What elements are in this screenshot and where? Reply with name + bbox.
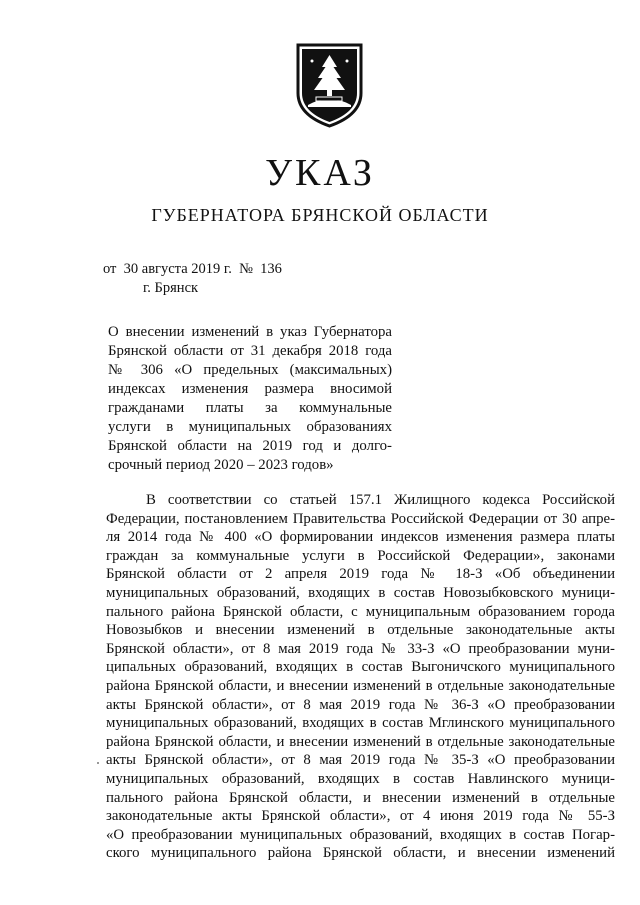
document-city: г. Брянск bbox=[143, 280, 199, 296]
scan-speck bbox=[97, 762, 99, 764]
body-line: района Брянской области, и внесении изменений в отдельные законодательные bbox=[106, 677, 615, 694]
heading-line: О внесении изменений в указ Губернатора bbox=[108, 324, 392, 340]
heading-line: индексах изменения размера вносимой bbox=[108, 381, 392, 397]
coat-of-arms-icon bbox=[296, 43, 363, 128]
body-line: Брянской области от 2 апреля 2019 года № 18-З «Об объединении bbox=[106, 566, 615, 583]
body-line: муниципальных образований, входящих в состав Мглинского муниципального bbox=[106, 715, 615, 732]
heading-line: срочный период 2020 – 2023 годов» bbox=[108, 457, 334, 473]
body-line: акты Брянской области», от 8 мая 2019 года № 35-З «О преобразовании bbox=[106, 752, 615, 769]
document-heading bbox=[108, 323, 392, 475]
heading-line: № 306 «О предельных (максимальных) bbox=[108, 362, 392, 378]
body-line: пального района Брянской области, с муниципальным образованием города bbox=[106, 603, 615, 620]
heading-line: услуги в муниципальных образованиях bbox=[108, 419, 392, 435]
body-line: района Брянской области, и внесении изменений в отдельные законодательные bbox=[106, 733, 615, 750]
body-line: граждан за коммунальные услуги в Российской Федерации», законами bbox=[106, 547, 615, 564]
body-line: «О преобразовании муниципальных образований, входящих в состав Погар- bbox=[106, 826, 615, 843]
heading-line: Брянской области от 31 декабря 2018 года bbox=[108, 343, 392, 359]
body-line: ципальных образований, входящих в состав Выгоничского муниципального bbox=[106, 659, 615, 676]
body-line: Брянской области», от 8 мая 2019 года № 33-З «О преобразовании муни- bbox=[106, 640, 615, 657]
body-line: ля 2014 года № 400 «О формировании индексов изменения размера платы bbox=[106, 529, 615, 546]
body-line: В соответствии со статьей 157.1 Жилищного кодекса Российской bbox=[146, 492, 615, 508]
body-line: муниципальных образований, входящих в состав Новозыбковского муници- bbox=[106, 584, 615, 601]
body-line: акты Брянской области», от 8 мая 2019 года № 36-З «О преобразовании bbox=[106, 696, 615, 713]
document-date-number: от 30 августа 2019 г. № 136 bbox=[103, 261, 282, 277]
heading-line: гражданами платы за коммунальные bbox=[108, 400, 392, 416]
document-body bbox=[106, 491, 615, 863]
document-subtitle: ГУБЕРНАТОРА БРЯНСКОЙ ОБЛАСТИ bbox=[151, 205, 489, 225]
body-line: законодательные акты Брянской области», от 4 июня 2019 года № 55-З bbox=[106, 808, 615, 825]
body-line: Новозыбков и внесении изменений в отдельные законодательные акты bbox=[106, 622, 615, 639]
body-line: Федерации, постановлением Правительства Российской Федерации от 30 апре- bbox=[106, 510, 615, 527]
heading-line: Брянской области на 2019 год и долго- bbox=[108, 438, 392, 454]
body-line: пального района Брянской области, и внесении изменений в отдельные bbox=[106, 789, 615, 806]
body-line: ского муниципального района Брянской области, и внесении изменений bbox=[106, 845, 615, 862]
body-line: муниципальных образований, входящих в состав Навлинского муници- bbox=[106, 770, 615, 787]
document-title: УКАЗ bbox=[265, 152, 375, 194]
